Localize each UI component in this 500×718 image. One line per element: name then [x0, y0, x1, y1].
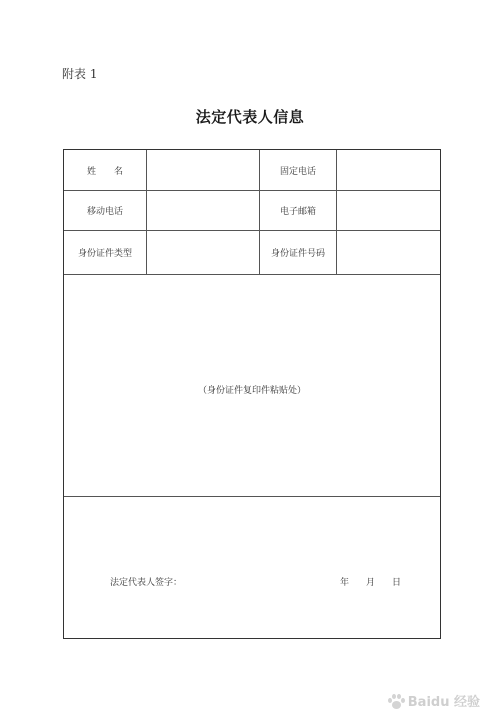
paw-icon	[387, 693, 405, 709]
field-mobile[interactable]	[147, 190, 260, 230]
signature-date	[340, 575, 401, 588]
watermark	[387, 691, 480, 710]
legal-representative-form	[63, 149, 441, 639]
id-copy-paste-area	[64, 274, 440, 497]
label-id-type: 身份证件类型	[64, 230, 147, 274]
field-id-number[interactable]	[337, 230, 440, 274]
field-name[interactable]	[147, 150, 260, 190]
label-email: 电子邮箱	[260, 190, 337, 230]
form-row-mobile-email	[64, 190, 440, 231]
signature-label: 法定代表人签字：	[110, 578, 183, 588]
signature-area	[64, 496, 440, 638]
form-row-name-phone	[64, 150, 440, 191]
label-id-number: 身份证件号码	[260, 230, 337, 274]
watermark-text: Baidu 经验	[407, 695, 480, 710]
date-day: 日	[392, 578, 402, 588]
field-landline[interactable]	[337, 150, 440, 190]
label-name: 姓 名	[64, 150, 147, 190]
date-month: 月	[366, 578, 376, 588]
date-year: 年	[340, 578, 350, 588]
label-mobile: 移动电话	[64, 190, 147, 230]
label-landline: 固定电话	[260, 150, 337, 190]
form-row-id	[64, 230, 440, 275]
id-copy-placeholder: （身份证件复印件粘贴处）	[197, 386, 306, 396]
field-id-type[interactable]	[147, 230, 260, 274]
field-email[interactable]	[337, 190, 440, 230]
page-label: 附表 1	[62, 67, 98, 81]
document-title: 法定代表人信息	[195, 108, 305, 126]
